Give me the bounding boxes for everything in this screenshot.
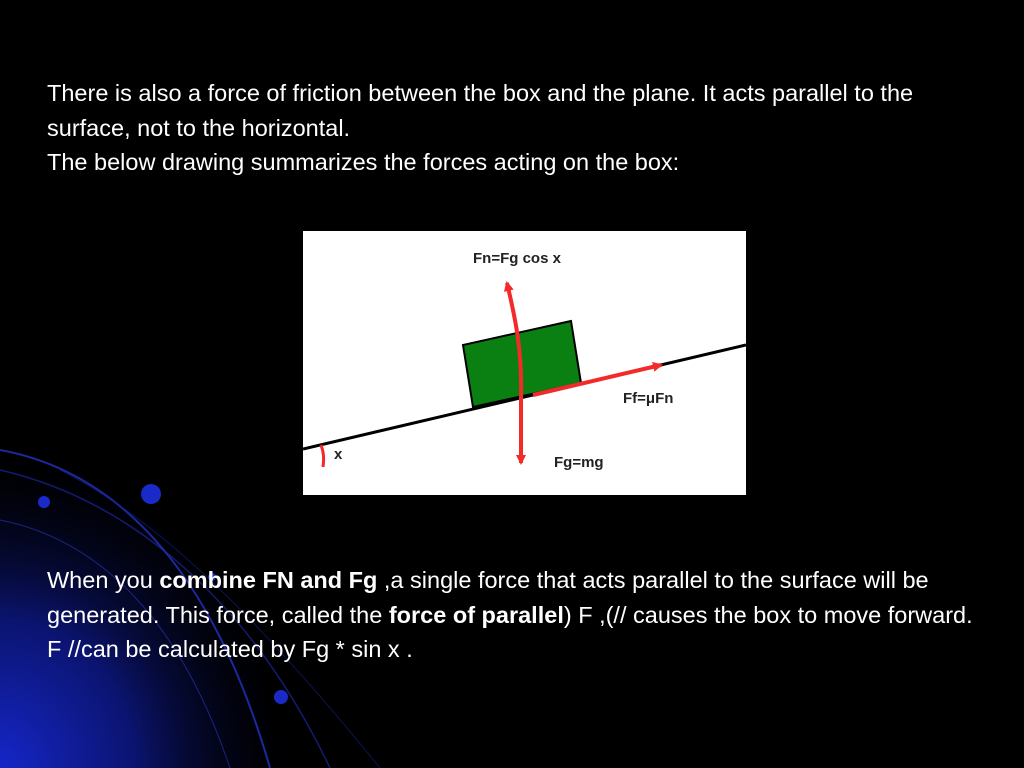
conclusion-paragraph [47, 563, 977, 667]
conclusion-bold-force-of-parallel: force of parallel [388, 601, 564, 628]
force-diagram-svg [303, 231, 746, 495]
conclusion-text-2: ,a single force that acts parallel to the surface will be generated. This force, called the [47, 567, 929, 628]
friction-force-label: Ff=μFn [623, 390, 674, 407]
gravity-force-label: Fg=mg [554, 454, 604, 471]
conclusion-text-1: When you [47, 567, 160, 593]
angle-marker [321, 445, 324, 467]
intro-line-1: There is also a force of friction between the box and the plane. It acts parallel to the surface, not to the horizontal. [47, 80, 914, 141]
normal-force-label: Fn=Fg cos x [473, 250, 561, 267]
conclusion-text-3: ) F ,(// causes the box to move forward. F //can be calculated by Fg * sin x . [47, 601, 973, 662]
conclusion-bold-combine: combine FN and Fg [159, 567, 378, 593]
intro-paragraph [47, 76, 977, 180]
angle-label: x [334, 446, 343, 463]
intro-line-2: The below drawing summarizes the forces acting on the box: [47, 149, 680, 175]
inclined-plane-diagram [303, 231, 746, 495]
